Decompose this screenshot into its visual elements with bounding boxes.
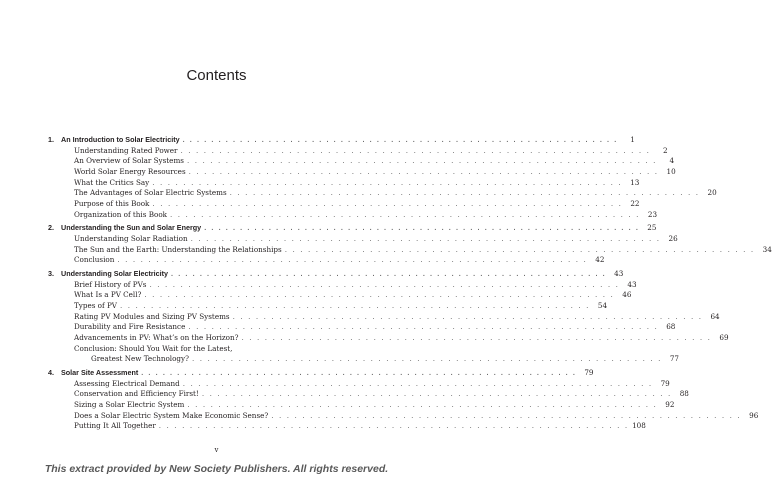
toc-section-entry[interactable] <box>48 290 632 301</box>
page-number: v <box>214 446 219 454</box>
toc-section-entry[interactable] <box>48 177 640 189</box>
page-ref: 4 <box>669 156 675 166</box>
toc-section-entry[interactable] <box>48 410 759 422</box>
toc-section-entry[interactable] <box>48 199 640 210</box>
chapter-title: Understanding Solar Electricity <box>61 268 169 278</box>
section-title: Conservation and Efficiency First! <box>74 389 199 399</box>
page-ref: 2 <box>662 145 668 155</box>
page-ref: 77 <box>669 354 680 364</box>
toc-section-entry[interactable] <box>48 167 676 178</box>
toc-section-entry[interactable] <box>48 344 320 355</box>
section-title: Brief History of PVs <box>74 279 147 289</box>
section-title: What Is a PV Cell? <box>74 290 142 300</box>
dot-leader: . . . . . . . . . . . . . . . . . . . . . . . . . . . . . . . . . . . . . . . . . . . . . . . . . . . . . . . . . . . . . <box>180 145 651 155</box>
toc-section-entry[interactable] <box>48 311 720 323</box>
toc-section-entry[interactable] <box>48 300 608 312</box>
dot-leader: . . . . . . . . . . . . . . . . . . . . . . . . . . . . . . . . . . . . . . . . . . . . . . . . . . . . . . . . . . . . . <box>152 177 623 187</box>
toc-section-entry[interactable] <box>48 145 668 157</box>
section-title: Conclusion: Should You Wait for the Latest, <box>74 343 233 353</box>
dot-leader: . . . . . . . . . . . . . . . . . . . . . . . . . . . . . . . . . . . . . . . . . . . . . . . . . . . . . . . . . . . . . <box>182 378 653 388</box>
dot-leader: . . . . . . . . . . . . . . . . . . . . . . . . . . . . . . . . . . . . . . . . . . . . . . . . . . . . . . . . . . . . . <box>152 199 623 209</box>
section-title: Understanding Rated Power <box>74 145 178 155</box>
section-title: The Advantages of Solar Electric Systems <box>74 188 227 198</box>
section-title: Durability and Fire Resistance <box>74 322 186 332</box>
section-title: Understanding Solar Radiation <box>74 233 188 243</box>
page-ref: 108 <box>632 421 646 431</box>
section-title: Greatest New Technology? <box>91 354 189 364</box>
dot-leader: . . . . . . . . . . . . . . . . . . . . . . . . . . . . . . . . . . . . . . . . . . . . . . . . . . . . . . . . . . . . . <box>229 188 700 198</box>
dot-leader: . . . . . . . . . . . . . . . . . . . . . . . . . . . . . . . . . . . . . . . . . . . . . . . . . . . . . . . . . . . . . <box>201 389 672 399</box>
page-ref: 68 <box>666 322 676 332</box>
page-ref: 34 <box>762 244 772 254</box>
page-ref: 64 <box>710 311 720 321</box>
chapter-title: Understanding the Sun and Solar Energy <box>61 223 202 233</box>
dot-leader: . . . . . . . . . . . . . . . . . . . . . . . . . . . . . . . . . . . . . . . . . . . . . . . . . . . . . . . . . . . . . <box>204 223 640 233</box>
dot-leader: . . . . . . . . . . . . . . . . . . . . . . . . . . . . . . . . . . . . . . . . . . . . . . . . . . . . . . . . . . . . . <box>188 167 659 177</box>
dot-leader: . . . . . . . . . . . . . . . . . . . . . . . . . . . . . . . . . . . . . . . . . . . . . . . . . . . . . . . . . . . . . <box>170 209 641 219</box>
toc-section-entry[interactable] <box>48 389 689 400</box>
toc-chapter-entry[interactable] <box>48 268 624 280</box>
toc-section-entry[interactable] <box>48 244 772 256</box>
dot-leader: . . . . . . . . . . . . . . . . . . . . . . . . . . . . . . . . . . . . . . . . . . . . . . . . . . . . . . . . . . . . . <box>171 268 607 278</box>
dot-leader: . . . . . . . . . . . . . . . . . . . . . . . . . . . . . . . . . . . . . . . . . . . . . . . . . . . . . . . . . . . . . <box>149 279 620 289</box>
page-ref: 43 <box>627 279 637 289</box>
section-title: Assessing Electrical Demand <box>74 378 180 388</box>
page-ref: 25 <box>647 223 657 233</box>
page-ref: 43 <box>614 268 624 278</box>
toc-section-entry[interactable] <box>48 322 676 333</box>
dot-leader: . . . . . . . . . . . . . . . . . . . . . . . . . . . . . . . . . . . . . . . . . . . . . . . . . . . . . . . . . . . . . <box>232 311 703 321</box>
section-title: Putting It All Together <box>74 421 156 431</box>
toc-section-entry[interactable] <box>48 279 637 291</box>
dot-leader: . . . . . . . . . . . . . . . . . . . . . . . . . . . . . . . . . . . . . . . . . . . . . . . . . . . . . . . . . . . . . <box>182 134 618 144</box>
toc-section-entry[interactable] <box>48 233 678 245</box>
page-ref: 23 <box>647 209 658 219</box>
page-ref: 13 <box>630 177 640 187</box>
page-ref: 1 <box>630 134 635 144</box>
toc-section-entry[interactable] <box>48 378 670 390</box>
chapter-number: 3. <box>48 268 54 278</box>
page-ref: 20 <box>707 188 717 198</box>
page-ref: 42 <box>595 255 605 265</box>
section-title: The Sun and the Earth: Understanding the Relationships <box>74 244 282 254</box>
page-title: Contents <box>186 67 247 84</box>
section-title: World Solar Energy Resources <box>74 167 186 177</box>
chapter-number: 1. <box>48 134 54 144</box>
dot-leader: . . . . . . . . . . . . . . . . . . . . . . . . . . . . . . . . . . . . . . . . . . . . . . . . . . . . . . . . . . . . . <box>141 367 577 377</box>
page-ref: 79 <box>584 367 594 377</box>
section-title: Sizing a Solar Electric System <box>74 399 185 409</box>
toc-section-entry[interactable] <box>48 255 605 266</box>
toc-chapter-entry[interactable] <box>48 223 657 234</box>
toc-section-entry[interactable] <box>48 188 717 199</box>
toc-section-entry[interactable] <box>48 209 658 221</box>
page-ref: 46 <box>622 290 632 300</box>
page-ref: 92 <box>665 399 675 409</box>
toc-section-entry[interactable] <box>48 421 646 432</box>
toc-section-entry[interactable] <box>48 399 675 411</box>
dot-leader: . . . . . . . . . . . . . . . . . . . . . . . . . . . . . . . . . . . . . . . . . . . . . . . . . . . . . . . . . . . . . <box>284 244 755 254</box>
page-ref: 26 <box>668 233 678 243</box>
dot-leader: . . . . . . . . . . . . . . . . . . . . . . . . . . . . . . . . . . . . . . . . . . . . . . . . . . . . . . . . . . . . . <box>271 410 742 420</box>
page-ref: 88 <box>679 389 689 399</box>
page-ref: 22 <box>630 199 640 209</box>
section-title: Does a Solar Electric System Make Economic Sense? <box>74 410 269 420</box>
dot-leader: . . . . . . . . . . . . . . . . . . . . . . . . . . . . . . . . . . . . . . . . . . . . . . . . . . . . . . . . . . . . . <box>117 255 588 265</box>
chapter-title: Solar Site Assessment <box>61 367 139 377</box>
dot-leader: . . . . . . . . . . . . . . . . . . . . . . . . . . . . . . . . . . . . . . . . . . . . . . . . . . . . . . . . . . . . . <box>119 300 591 310</box>
section-title: Purpose of this Book <box>74 199 150 209</box>
dot-leader: . . . . . . . . . . . . . . . . . . . . . . . . . . . . . . . . . . . . . . . . . . . . . . . . . . . . . . . . . . . . . <box>191 354 663 364</box>
dot-leader: . . . . . . . . . . . . . . . . . . . . . . . . . . . . . . . . . . . . . . . . . . . . . . . . . . . . . . . . . . . . . <box>241 332 712 342</box>
dot-leader: . . . . . . . . . . . . . . . . . . . . . . . . . . . . . . . . . . . . . . . . . . . . . . . . . . . . . . . . . . . . . <box>188 322 659 332</box>
toc-section-entry[interactable] <box>48 354 680 365</box>
dot-leader: . . . . . . . . . . . . . . . . . . . . . . . . . . . . . . . . . . . . . . . . . . . . . . . . . . . . . . . . . . . . . <box>190 233 661 243</box>
section-title: Conclusion <box>74 255 115 265</box>
chapter-number: 4. <box>48 367 54 377</box>
section-title: Types of PV <box>74 300 117 310</box>
section-title: Advancements in PV: What’s on the Horizon? <box>74 332 239 342</box>
dot-leader: . . . . . . . . . . . . . . . . . . . . . . . . . . . . . . . . . . . . . . . . . . . . . . . . . . . . . . . . . . . . . <box>187 399 658 409</box>
toc-chapter-entry[interactable] <box>48 134 635 146</box>
section-title: Rating PV Modules and Sizing PV Systems <box>74 311 230 321</box>
dot-leader: . . . . . . . . . . . . . . . . . . . . . . . . . . . . . . . . . . . . . . . . . . . . . . . . . . . . . . . . . . . . . <box>186 156 658 166</box>
toc-section-entry[interactable] <box>48 156 675 167</box>
section-title: Organization of this Book <box>74 209 167 219</box>
dot-leader: . . . . . . . . . . . . . . . . . . . . . . . . . . . . . . . . . . . . . . . . . . . . . . . . . . . . . . . . . . . . . <box>144 290 615 300</box>
page-ref: 79 <box>660 378 670 388</box>
table-of-contents <box>48 134 772 432</box>
page-ref: 69 <box>719 332 729 342</box>
dot-leader: . . . . . . . . . . . . . . . . . . . . . . . . . . . . . . . . . . . . . . . . . . . . . . . . . . . . . . . . . . . . . <box>158 421 629 431</box>
copyright-notice: This extract provided by New Society Publishers. All rights reserved. <box>44 463 389 475</box>
page-ref: 10 <box>666 167 676 177</box>
section-title: What the Critics Say <box>74 177 150 187</box>
page-ref: 96 <box>749 410 759 420</box>
toc-section-entry[interactable] <box>48 332 729 344</box>
chapter-number: 2. <box>48 223 54 233</box>
toc-chapter-entry[interactable] <box>48 367 594 379</box>
chapter-title: An Introduction to Solar Electricity <box>61 134 180 144</box>
page-ref: 54 <box>597 300 608 310</box>
section-title: An Overview of Solar Systems <box>74 156 184 166</box>
